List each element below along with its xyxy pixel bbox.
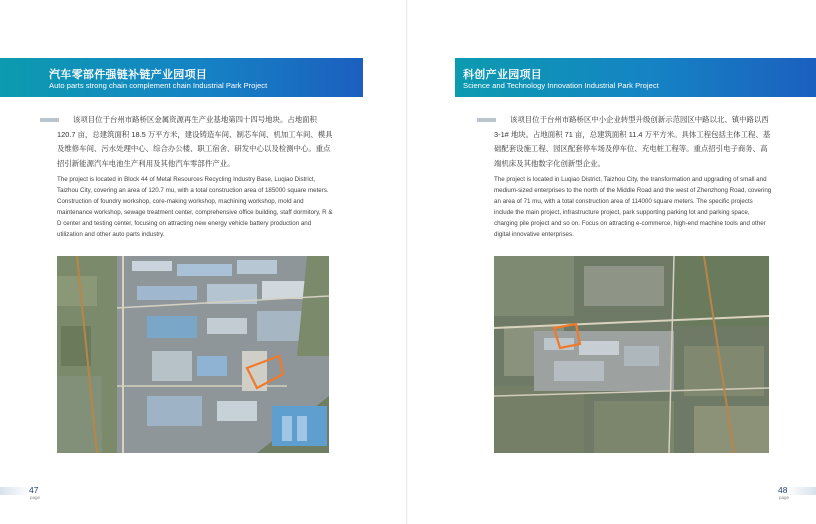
- left-body-zh: 该项目位于台州市路桥区金属资源再生产业基地第四十四号地块。占地面积 120.7 亩，总建筑面积 18.5 万平方米，建设铸造车间、制芯车间、机加工车间、模具及维修车间、污水处理中心、综合办公楼、职工宿舍、研发中心以及检测中心。重点招引新能源汽车电池生产利用及其他汽车零部件产业。: [57, 115, 333, 168]
- right-page-number-value: 48: [778, 485, 788, 495]
- right-page-number-word: page: [779, 495, 790, 500]
- left-body-en: The project is located in Block 44 of Metal Resources Recycling Industry Base, Luqiao District, Taizhou City, covering an area of 120.7 mu, with a total construction area of 185000 square meters. Construction of foundry workshop, core-making workshop, machining workshop, mold and maintenance workshop, sewage treatment center, comprehensive office building, staff dormitory, R & D center and testing center, focusing on attracting new energy vehicle battery production and utilization and other auto parts industry.: [57, 176, 333, 238]
- right-page-number-strip: [786, 487, 816, 495]
- left-title-zh: 汽车零部件强链补链产业园项目: [49, 69, 208, 81]
- left-title-en: Auto parts strong chain complement chain Industrial Park Project: [49, 81, 268, 90]
- right-title-zh: 科创产业园项目: [463, 69, 543, 81]
- left-map-image: [57, 256, 329, 453]
- right-page-number: [756, 484, 816, 506]
- left-page-number-strip: [0, 487, 30, 495]
- right-map-image: [494, 256, 769, 453]
- right-body-zh: 该项目位于台州市路桥区中小企业转型升级创新示范园区中路以北、镇中路以西 3-1# 地块。占地面积 71 亩，总建筑面积 11.4 万平方米。具体工程包括主体工程、基础配套设施工程、园区配套停车场及停车位、充电桩工程等。重点招引电子商务、高端机床及其他数字化创新型企业。: [494, 115, 771, 168]
- left-page-number: [0, 484, 60, 506]
- right-body-en: The project is located in Luqiao District, Taizhou City, the transformation and upgrading of small and medium-sized enterprises to the north of the Middle Road and the west of Zhenzhong Road, covering an area of 71 mu, with a total construction area of 114000 square meters. The specific projects include the main project, infrastructure project, park supporting parking lot and parking space, charging pile project and so on. Focus on attracting e-commerce, high-end machine tools and other digital innovative enterprises.: [494, 176, 772, 238]
- right-title-en: Science and Technology Innovation Industrial Park Project: [463, 81, 659, 90]
- left-aerial-map: [57, 256, 329, 453]
- right-title-banner: [455, 58, 816, 97]
- left-page-number-word: page: [30, 495, 41, 500]
- right-aerial-map: [494, 256, 769, 453]
- left-page-number-value: 47: [29, 485, 39, 495]
- left-title-banner: [0, 58, 363, 97]
